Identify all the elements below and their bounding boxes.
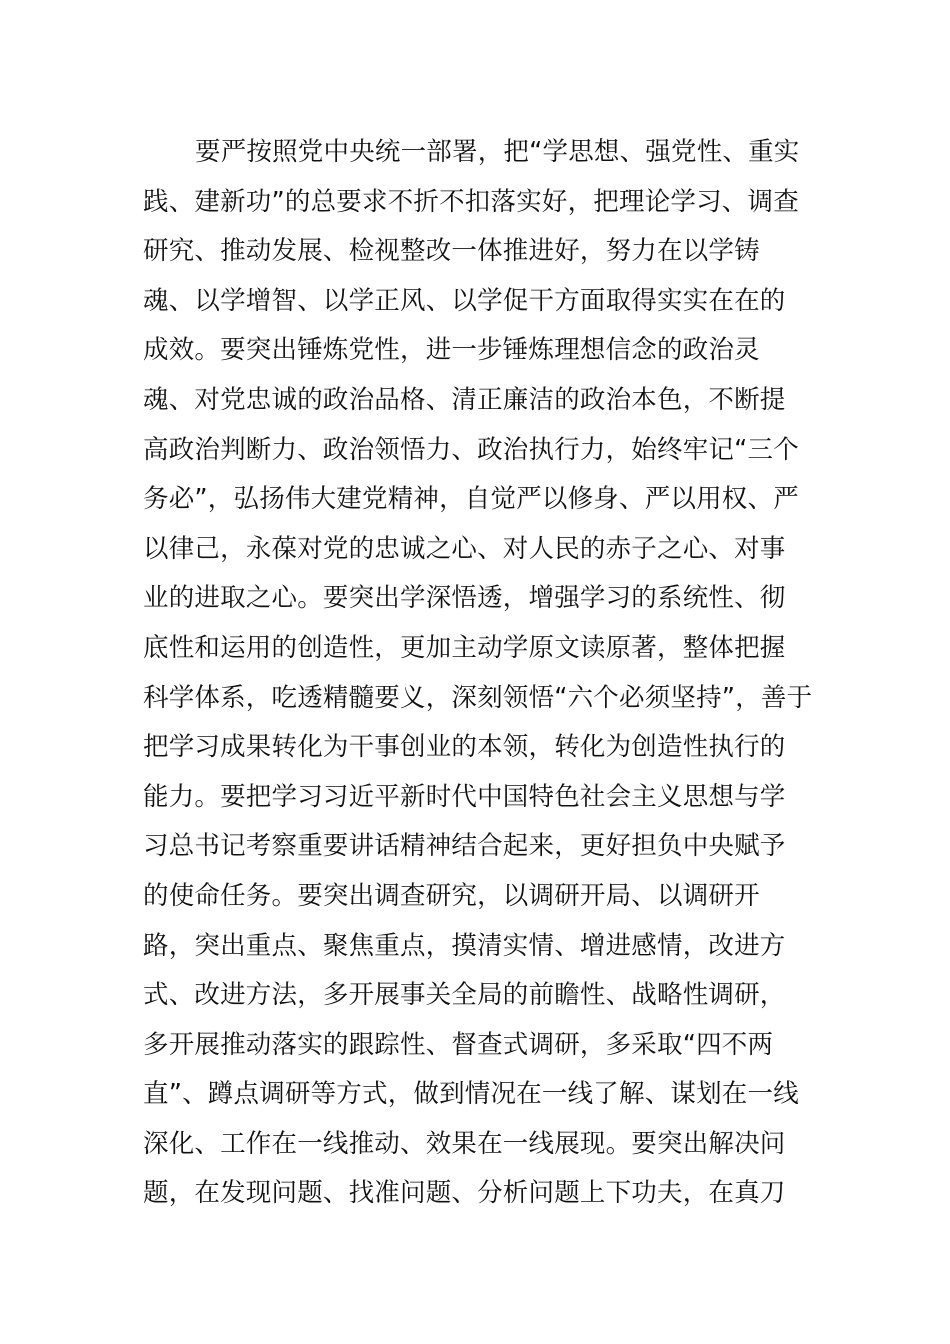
text-line: 践、建新功”的总要求不折不扣落实好，把理论学习、调查 (143, 186, 799, 217)
text-line: 题，在发现问题、找准问题、分析问题上下功夫，在真刀 (143, 1178, 786, 1209)
text-line: 研究、推动发展、检视整改一体推进好，努力在以学铸 (143, 236, 760, 267)
text-line: 高政治判断力、政治领悟力、政治执行力，始终牢记“三个 (143, 434, 799, 465)
text-line: 习总书记考察重要讲话精神结合起来，更好担负中央赋予 (143, 831, 786, 862)
text-line: 把学习成果转化为干事创业的本领，转化为创造性执行的 (143, 732, 786, 763)
text-line: 业的进取之心。要突出学深悟透，增强学习的系统性、彻 (143, 583, 786, 614)
text-line: 底性和运用的创造性，更加主动学原文读原著，整体把握 (143, 632, 786, 663)
text-line: 以律己，永葆对党的忠诚之心、对人民的赤子之心、对事 (143, 533, 786, 564)
text-line: 的使命任务。要突出调查研究，以调研开局、以调研开 (143, 880, 760, 911)
text-line: 科学体系，吃透精髓要义，深刻领悟“六个必须坚持”，善于 (143, 682, 813, 713)
body-paragraph (143, 128, 813, 1219)
text-line: 多开展推动落实的跟踪性、督查式调研，多采取“四不两 (143, 1029, 774, 1060)
text-line: 务必”，弘扬伟大建党精神，自觉严以修身、严以用权、严 (143, 484, 799, 515)
text-line: 式、改进方法，多开展事关全局的前瞻性、战略性调研， (143, 980, 786, 1011)
text-line: 深化、工作在一线推动、效果在一线展现。要突出解决问 (143, 1128, 786, 1159)
text-line: 要严按照党中央统一部署，把“学思想、强党性、重实 (195, 137, 800, 167)
text-line: 成效。要突出锤炼党性，进一步锤炼理想信念的政治灵 (143, 335, 760, 366)
text-line: 魂、对党忠诚的政治品格、清正廉洁的政治本色，不断提 (143, 384, 786, 415)
text-line: 魂、以学增智、以学正风、以学促干方面取得实实在在的 (143, 285, 786, 316)
text-line: 路，突出重点、聚焦重点，摸清实情、增进感情，改进方 (143, 930, 786, 961)
text-line: 能力。要把学习习近平新时代中国特色社会主义思想与学 (143, 781, 786, 812)
text-line: 直”、蹲点调研等方式，做到情况在一线了解、谋划在一线 (143, 1079, 799, 1110)
